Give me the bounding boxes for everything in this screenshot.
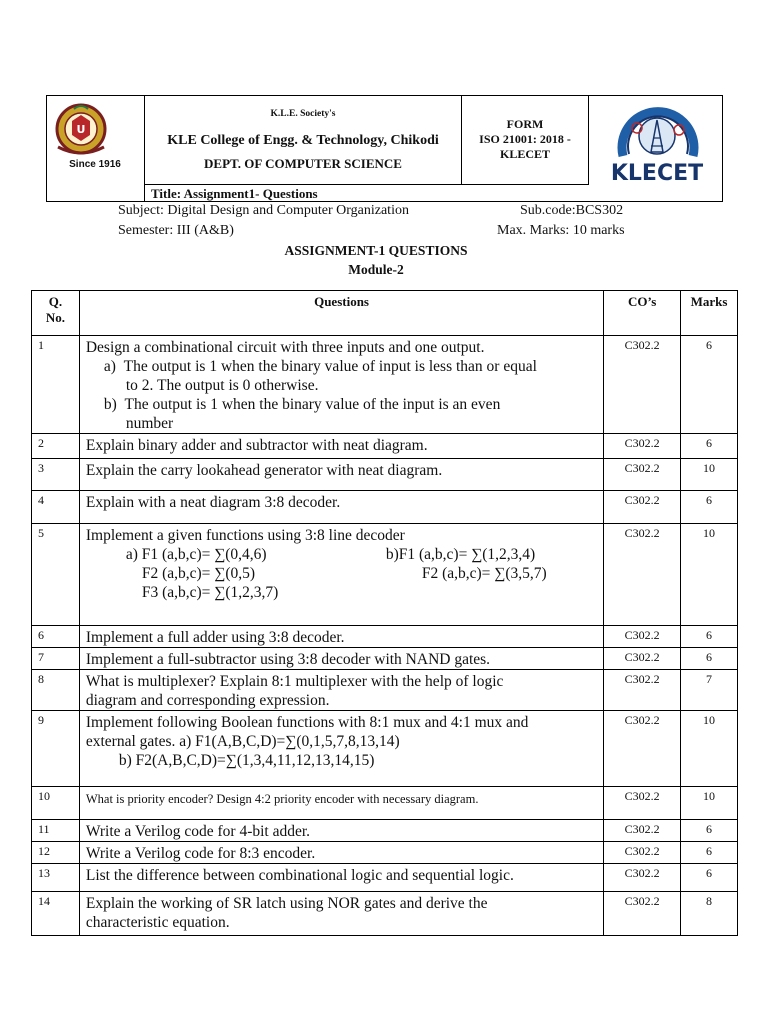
- department-name: DEPT. OF COMPUTER SCIENCE: [204, 156, 402, 171]
- co-cell: C302.2: [604, 336, 681, 434]
- question-number: 13: [32, 864, 80, 892]
- table-row: [32, 820, 738, 842]
- max-marks: Max. Marks: 10 marks: [497, 223, 625, 238]
- co-cell: C302.2: [604, 491, 681, 524]
- marks-cell: 6: [681, 491, 738, 524]
- marks-cell: 6: [681, 434, 738, 459]
- co-cell: C302.2: [604, 524, 681, 626]
- questions-table: [31, 290, 738, 936]
- co-cell: C302.2: [604, 670, 681, 711]
- function-text: F2 (a,b,c)= ∑(3,5,7): [421, 565, 547, 582]
- table-row: [32, 524, 738, 626]
- marks-cell: 10: [681, 459, 738, 491]
- form-label: FORM: [506, 117, 544, 131]
- question-text: Implement a full-subtractor using 3:8 decoder with NAND gates.: [79, 648, 603, 670]
- subpart-text: number: [125, 415, 174, 432]
- marks-cell: 8: [681, 892, 738, 936]
- co-cell: C302.2: [604, 864, 681, 892]
- co-cell: C302.2: [604, 459, 681, 491]
- subpart-text: to 2. The output is 0 otherwise.: [125, 377, 319, 394]
- question-number: 14: [32, 892, 80, 936]
- question-number: 10: [32, 787, 80, 820]
- question-text: [79, 524, 603, 626]
- question-text: List the difference between combinational logic and sequential logic.: [79, 864, 603, 892]
- table-row: [32, 626, 738, 648]
- semester-line: Semester: III (A&B): [118, 223, 234, 238]
- klecet-form-label: KLECET: [499, 147, 550, 161]
- marks-cell: 6: [681, 336, 738, 434]
- question-line: external gates. a) F1(A,B,C,D)=∑(0,1,5,7,8,13,14): [85, 733, 400, 750]
- question-line: Design a combinational circuit with three inputs and one output.: [85, 339, 485, 356]
- iso-label: ISO 21001: 2018 -: [479, 132, 571, 146]
- table-header-row: [32, 291, 738, 336]
- question-text: Explain the carry lookahead generator with neat diagram.: [79, 459, 603, 491]
- table-row: [32, 787, 738, 820]
- co-cell: C302.2: [604, 842, 681, 864]
- table-row: [32, 892, 738, 936]
- table-row: [32, 864, 738, 892]
- question-number: 8: [32, 670, 80, 711]
- marks-cell: 6: [681, 842, 738, 864]
- marks-cell: 6: [681, 648, 738, 670]
- question-number: 11: [32, 820, 80, 842]
- co-cell: C302.2: [604, 626, 681, 648]
- subpart-label: a): [103, 358, 116, 375]
- table-row: [32, 336, 738, 434]
- marks-cell: 6: [681, 820, 738, 842]
- question-text: Explain with a neat diagram 3:8 decoder.: [79, 491, 603, 524]
- qno-header-line2: No.: [45, 310, 65, 325]
- question-line: diagram and corresponding expression.: [85, 692, 330, 709]
- cos-header: CO’s: [604, 291, 681, 336]
- marks-cell: 6: [681, 626, 738, 648]
- subpart-text: The output is 1 when the binary value of input is less than or equal: [123, 358, 537, 375]
- function-text: a) F1 (a,b,c)= ∑(0,4,6): [125, 546, 267, 563]
- subpart-label: b): [103, 396, 117, 413]
- co-cell: C302.2: [604, 434, 681, 459]
- table-row: [32, 648, 738, 670]
- table-row: [32, 459, 738, 491]
- question-number: 7: [32, 648, 80, 670]
- question-number: 5: [32, 524, 80, 626]
- question-number: 4: [32, 491, 80, 524]
- table-row: [32, 842, 738, 864]
- question-text: [79, 787, 603, 820]
- question-subpart: [86, 357, 603, 376]
- since-label: Since 1916: [69, 159, 121, 170]
- table-row: [32, 670, 738, 711]
- assignment-heading: ASSIGNMENT-1 QUESTIONS: [284, 243, 468, 258]
- co-cell: C302.2: [604, 820, 681, 842]
- question-line: Implement a given functions using 3:8 line decoder: [85, 527, 405, 544]
- function-row: [86, 564, 603, 583]
- marks-cell: 7: [681, 670, 738, 711]
- question-text: Explain binary adder and subtractor with neat diagram.: [79, 434, 603, 459]
- co-cell: C302.2: [604, 711, 681, 787]
- question-number: 12: [32, 842, 80, 864]
- question-subpart: [86, 395, 603, 414]
- question-text: Write a Verilog code for 8:3 encoder.: [79, 842, 603, 864]
- svg-text:U: U: [76, 123, 86, 136]
- question-text: [79, 711, 603, 787]
- qno-header-line1: Q.: [48, 294, 63, 309]
- header-divider: [144, 184, 589, 185]
- klecet-logo-text: KLECET: [610, 161, 704, 184]
- question-number: 3: [32, 459, 80, 491]
- qno-header: [32, 291, 80, 336]
- question-number: 2: [32, 434, 80, 459]
- module-heading: Module-2: [348, 262, 404, 277]
- question-text: [79, 670, 603, 711]
- table-row: [32, 491, 738, 524]
- subject-code: Sub.code:BCS302: [520, 203, 624, 218]
- question-number: 1: [32, 336, 80, 434]
- question-line: characteristic equation.: [85, 914, 230, 931]
- marks-cell: 6: [681, 864, 738, 892]
- assignment-title: Title: Assignment1- Questions: [151, 186, 318, 201]
- co-cell: C302.2: [604, 648, 681, 670]
- question-line: What is priority encoder? Design 4:2 priority encoder with necessary diagram.: [85, 792, 479, 806]
- question-text: Write a Verilog code for 4-bit adder.: [79, 820, 603, 842]
- marks-header: Marks: [681, 291, 738, 336]
- question-text: [79, 336, 603, 434]
- question-line: Implement following Boolean functions with 8:1 mux and 4:1 mux and: [85, 714, 529, 731]
- questions-header: Questions: [79, 291, 603, 336]
- subject-line: Subject: Digital Design and Computer Organization: [118, 203, 409, 218]
- society-name: K.L.E. Society's: [270, 109, 336, 119]
- question-number: 9: [32, 711, 80, 787]
- question-line: What is multiplexer? Explain 8:1 multiplexer with the help of logic: [85, 673, 504, 690]
- function-row: [86, 545, 603, 564]
- klecet-logo-icon: [593, 98, 721, 184]
- table-row: [32, 711, 738, 787]
- marks-cell: 10: [681, 787, 738, 820]
- question-line: b) F2(A,B,C,D)=∑(1,3,4,11,12,13,14,15): [118, 752, 375, 769]
- co-cell: C302.2: [604, 787, 681, 820]
- question-text: [79, 892, 603, 936]
- marks-cell: 10: [681, 711, 738, 787]
- table-row: [32, 434, 738, 459]
- co-cell: C302.2: [604, 892, 681, 936]
- subpart-text: The output is 1 when the binary value of the input is an even: [124, 396, 501, 413]
- question-number: 6: [32, 626, 80, 648]
- function-text: F2 (a,b,c)= ∑(0,5): [141, 565, 256, 582]
- question-text: Implement a full adder using 3:8 decoder.: [79, 626, 603, 648]
- question-line: Explain the working of SR latch using NOR gates and derive the: [85, 895, 488, 912]
- header-divider: [588, 95, 589, 185]
- function-text: F3 (a,b,c)= ∑(1,2,3,7): [141, 584, 279, 601]
- kle-society-logo-icon: [52, 103, 110, 155]
- function-text: b)F1 (a,b,c)= ∑(1,2,3,4): [385, 546, 536, 563]
- college-name: KLE College of Engg. & Technology, Chikodi: [167, 133, 439, 148]
- marks-cell: 10: [681, 524, 738, 626]
